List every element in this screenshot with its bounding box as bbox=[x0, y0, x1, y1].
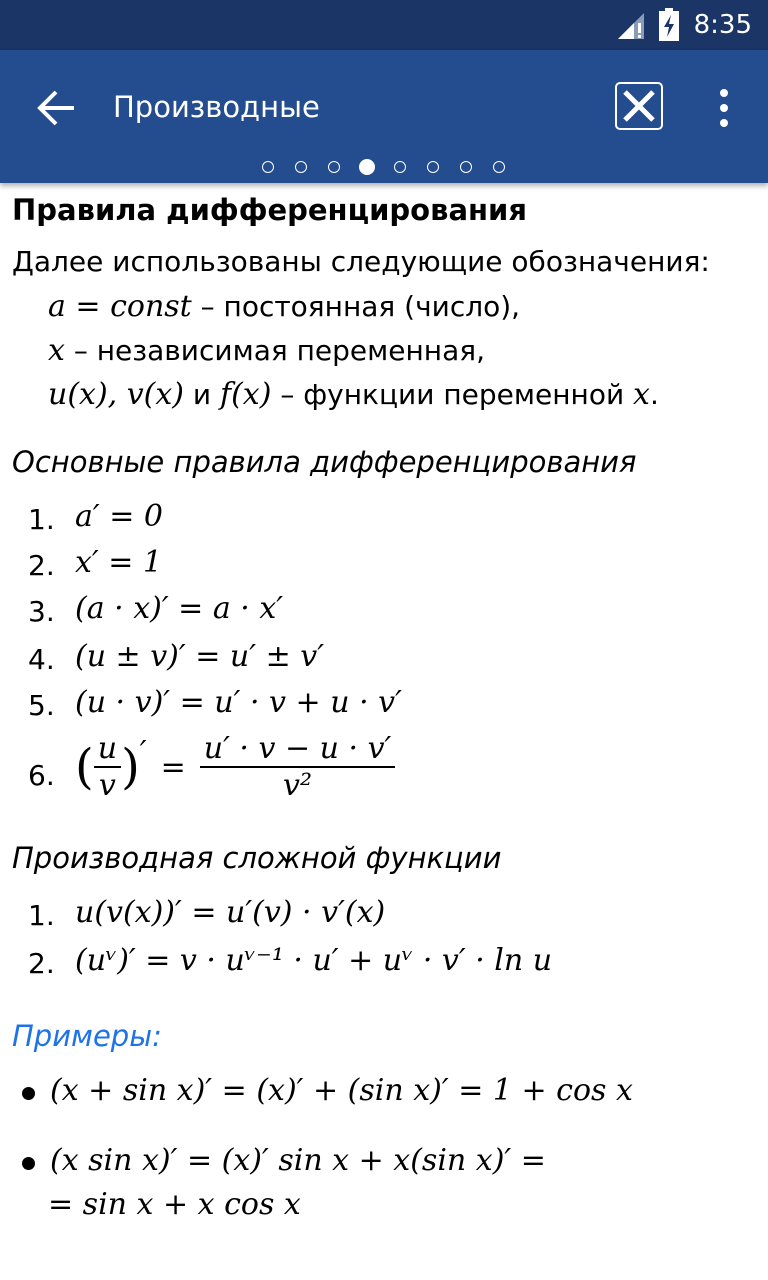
bullet-icon bbox=[22, 1087, 35, 1100]
rule-formula: (u ± v)′ = u′ ± v′ bbox=[75, 639, 325, 674]
content-area[interactable] bbox=[0, 183, 768, 1280]
clock: 8:35 bbox=[693, 10, 752, 40]
rule-number: 2. bbox=[28, 947, 55, 980]
rule-number: 5. bbox=[28, 689, 55, 722]
example-formula-continuation: = sin x + x cos x bbox=[48, 1187, 301, 1222]
back-arrow-icon[interactable] bbox=[34, 86, 82, 130]
notation-line: x – независимая переменная, bbox=[48, 333, 486, 368]
bullet-icon bbox=[22, 1157, 35, 1170]
page-dot[interactable] bbox=[328, 161, 340, 173]
rule-number: 1. bbox=[28, 503, 55, 536]
rule-formula: (u · v)′ = u′ · v + u · v′ bbox=[75, 685, 402, 720]
rule-formula: (a · x)′ = a · x′ bbox=[75, 591, 284, 626]
rule-formula: x′ = 1 bbox=[75, 545, 163, 580]
example-formula: (x + sin x)′ = (x)′ + (sin x)′ = 1 + cos x bbox=[50, 1073, 633, 1108]
close-icon bbox=[617, 84, 661, 128]
status-bar bbox=[0, 0, 768, 50]
rule-formula-quotient: ( $\frac{u}{v}$ ) ′ = $\frac{u' \cdot v - u \cdot v'}{\text{v²}}$ bbox=[75, 731, 395, 803]
rule-number: 3. bbox=[28, 595, 55, 628]
rule-formula: u(v(x))′ = u′(v) · v′(x) bbox=[75, 895, 386, 930]
page-title: Производные bbox=[113, 90, 320, 124]
page-dot[interactable] bbox=[394, 161, 406, 173]
app-bar bbox=[0, 50, 768, 183]
rule-formula: a′ = 0 bbox=[75, 499, 163, 534]
signal-icon bbox=[616, 9, 648, 41]
battery-charging-icon bbox=[658, 8, 680, 42]
subsection-title: Производная сложной функции bbox=[12, 841, 502, 875]
example-formula: (x sin x)′ = (x)′ sin x + x(sin x)′ = bbox=[50, 1143, 546, 1178]
examples-title: Примеры: bbox=[12, 1019, 162, 1053]
subsection-title: Основные правила дифференцирования bbox=[12, 445, 637, 479]
notation-line: u(x), v(x) и f(x) – функции переменной x. bbox=[48, 377, 659, 412]
rule-number: 2. bbox=[28, 549, 55, 582]
more-vert-icon[interactable] bbox=[712, 88, 736, 128]
page-dot[interactable] bbox=[295, 161, 307, 173]
close-button[interactable] bbox=[615, 82, 663, 130]
rule-number: 4. bbox=[28, 643, 55, 676]
page-indicator bbox=[0, 158, 768, 178]
page-dot[interactable] bbox=[460, 161, 472, 173]
intro-text: Далее использованы следующие обозначения: bbox=[12, 245, 710, 278]
rule-number: 1. bbox=[28, 899, 55, 932]
page-dot-active[interactable] bbox=[359, 159, 375, 175]
page-dot[interactable] bbox=[262, 161, 274, 173]
section-heading: Правила дифференцирования bbox=[12, 193, 527, 227]
rule-number: 6. bbox=[28, 759, 55, 792]
rule-formula: (uᵛ)′ = v · uᵛ⁻¹ · u′ + uᵛ · v′ · ln u bbox=[75, 943, 553, 978]
notation-line: a = const – постоянная (число), bbox=[48, 289, 521, 324]
page-dot[interactable] bbox=[427, 161, 439, 173]
page-dot[interactable] bbox=[493, 161, 505, 173]
